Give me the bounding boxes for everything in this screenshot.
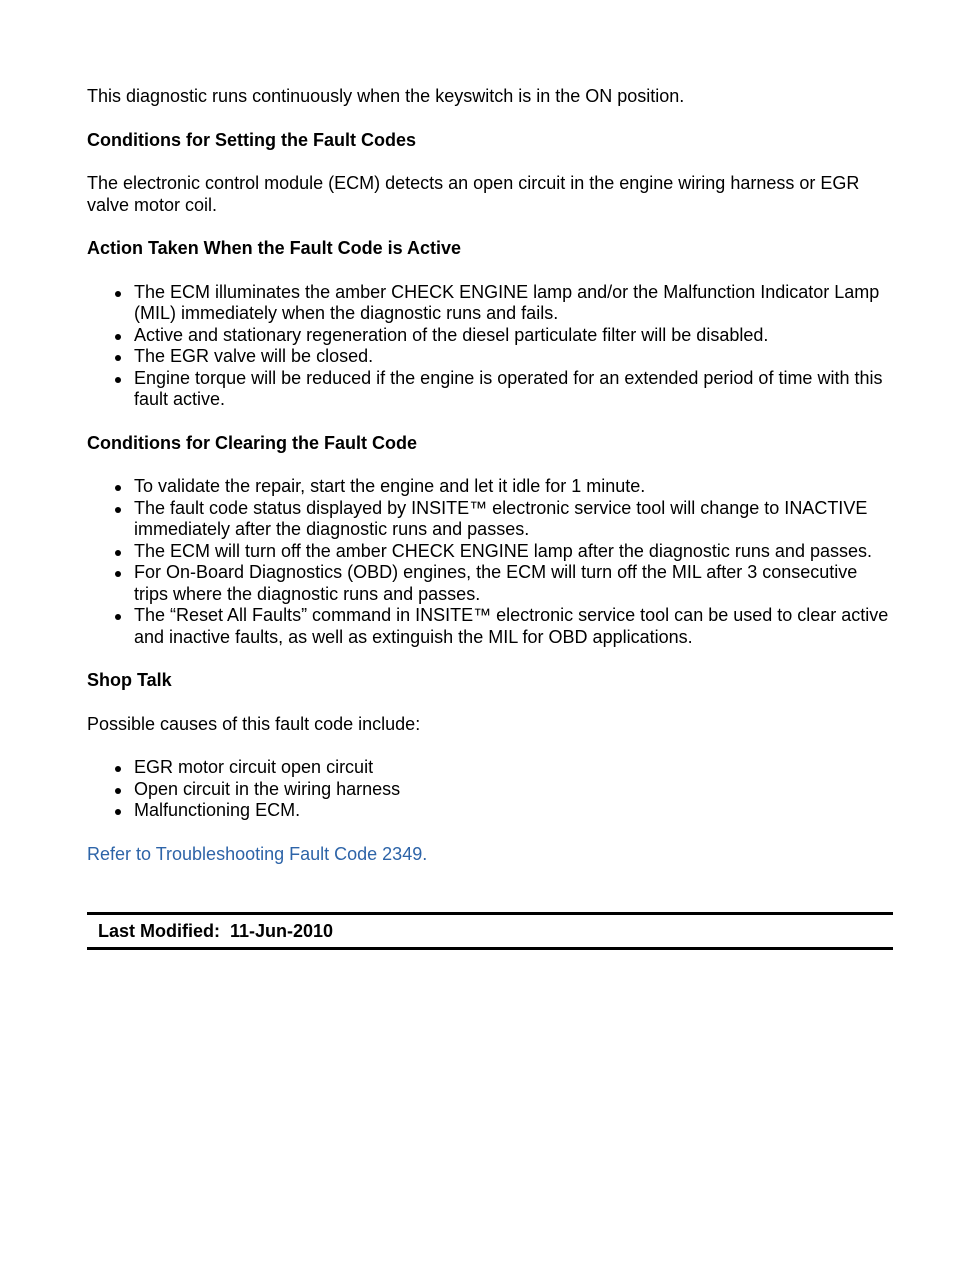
list-item: For On-Board Diagnostics (OBD) engines, the ECM will turn off the MIL after 3 consecutive trips where the diagnostic runs and passes. [134,562,894,605]
list-item: Active and stationary regeneration of the diesel particulate filter will be disabled. [134,325,894,347]
causes-list [87,757,893,822]
shop-talk-text: Possible causes of this fault code include: [87,713,421,734]
bullet-icon [115,571,121,577]
bullet-icon [115,485,121,491]
troubleshooting-link[interactable]: Refer to Troubleshooting Fault Code 2349. [87,843,428,864]
bullet-icon [115,550,121,556]
setting-heading: Conditions for Setting the Fault Codes [87,129,416,150]
bullet-icon [115,788,121,794]
setting-text: The electronic control module (ECM) detects an open circuit in the engine wiring harness or EGR valve motor coil. [87,173,860,215]
action-heading: Action Taken When the Fault Code is Active [87,238,462,258]
list-item: Malfunctioning ECM. [134,800,893,822]
list-item: Engine torque will be reduced if the engine is operated for an extended period of time with this fault active. [134,368,894,411]
list-item: The EGR valve will be closed. [134,346,894,368]
bullet-icon [115,614,121,620]
last-modified-bar [87,912,893,950]
bullet-icon [115,809,121,815]
clearing-list [87,476,894,648]
bullet-icon [115,355,121,361]
list-item: The ECM illuminates the amber CHECK ENGINE lamp and/or the Malfunction Indicator Lamp (MIL) immediately when the diagnostic runs and fails. [134,282,894,325]
list-item: The ECM will turn off the amber CHECK ENGINE lamp after the diagnostic runs and passes. [134,541,894,563]
list-item: EGR motor circuit open circuit [134,757,893,779]
intro-text: This diagnostic runs continuously when the keyswitch is in the ON position. [87,86,685,106]
list-item: The fault code status displayed by INSITE™ electronic service tool will change to INACTIVE immediately after the diagnostic runs and passes. [134,498,894,541]
bullet-icon [115,766,121,772]
clearing-heading: Conditions for Clearing the Fault Code [87,432,417,453]
document-body [87,86,893,865]
bullet-icon [115,334,121,340]
bullet-icon [115,507,121,513]
last-modified-text: Last Modified: 11-Jun-2010 [98,921,334,941]
shop-talk-heading: Shop Talk [87,670,172,690]
list-item: The “Reset All Faults” command in INSITE™ electronic service tool can be used to clear active and inactive faults, as well as extinguish the MIL for OBD applications. [134,605,894,648]
action-list [87,282,894,411]
bullet-icon [115,377,121,383]
list-item: To validate the repair, start the engine and let it idle for 1 minute. [134,476,894,498]
list-item: Open circuit in the wiring harness [134,779,893,801]
bullet-icon [115,291,121,297]
